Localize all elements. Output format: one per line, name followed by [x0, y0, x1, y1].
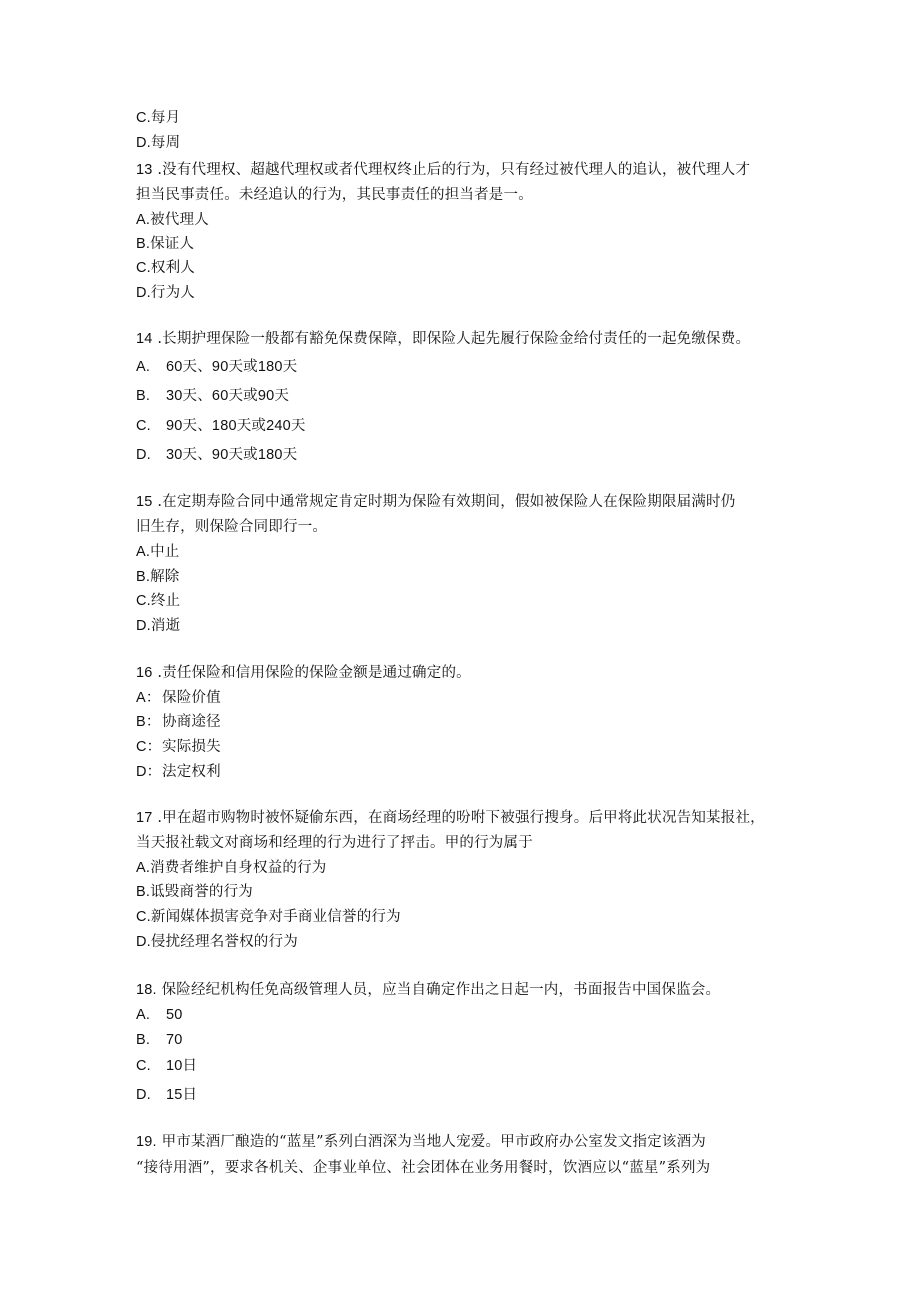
- option-letter: B.: [136, 1032, 151, 1048]
- q17-option-b: [136, 882, 253, 902]
- q15-option-a: [136, 542, 180, 562]
- option-text: 新闻媒体损害竞争对手商业信誉的行为: [150, 909, 401, 925]
- question-number: 17: [136, 810, 153, 826]
- option-text: 50: [166, 1007, 183, 1023]
- option-letter: B.: [136, 236, 151, 252]
- option-letter: C.: [136, 110, 151, 126]
- option-text: 协商途径: [162, 714, 221, 730]
- q19-stem-line2: “接待用酒”，要求各机关、企事业单位、社会团体在业务用餐时，饮酒应以“蓝星”系列为: [136, 1160, 711, 1176]
- q15-option-d: [136, 616, 180, 636]
- q14-stem-line1: [136, 329, 750, 349]
- option-letter: D.: [136, 1087, 151, 1103]
- option-letter: A.: [136, 544, 151, 560]
- option-text: 侵扰经理名誉权的行为: [150, 934, 298, 950]
- option-letter: A.: [136, 860, 151, 876]
- question-number: 19.: [136, 1134, 157, 1150]
- q15-stem-line2: 旧生存，则保险合同即行一。: [136, 519, 328, 535]
- option-text: 中止: [150, 544, 180, 560]
- option-letter: D：: [136, 764, 162, 780]
- q13-option-c: [136, 258, 195, 278]
- q14-option-a: [136, 357, 297, 377]
- option-text: 每月: [150, 110, 181, 126]
- q17-stem-line1: [136, 808, 765, 828]
- question-text: .在定期寿险合同中通常规定肯定时期为保险有效期间，假如被保险人在保险期限届满时仍: [152, 494, 736, 510]
- q14-option-d: [136, 445, 297, 465]
- option-letter: C.: [136, 593, 151, 609]
- q18-option-d: [136, 1085, 197, 1105]
- option-text: 终止: [150, 593, 181, 609]
- question-text: 甲市某酒厂酿造的“蓝星”系列白酒深为当地人宠爱。甲市政府办公室发文指定该酒为: [156, 1134, 706, 1150]
- option-text: 消逝: [150, 618, 181, 634]
- q13-option-b: [136, 234, 194, 254]
- option-letter: A.: [136, 359, 151, 375]
- option-text: 保险价值: [162, 690, 221, 706]
- option-text: 15日: [166, 1087, 198, 1103]
- option-letter: A.: [136, 212, 151, 228]
- q16-option-b: [136, 712, 221, 732]
- option-text: 解除: [150, 569, 180, 585]
- option-text: 70: [166, 1032, 183, 1048]
- q15-stem-line1: [136, 492, 735, 512]
- option-letter: C.: [136, 909, 151, 925]
- option-letter: C：: [136, 739, 162, 755]
- question-text: .没有代理权、超越代理权或者代理权终止后的行为，只有经过被代理人的追认，被代理人才: [152, 162, 751, 178]
- q18-option-c: [136, 1056, 197, 1076]
- q16-option-a: [136, 688, 221, 708]
- option-letter: B.: [136, 884, 151, 900]
- option-text: 法定权利: [162, 764, 221, 780]
- option-letter: C.: [136, 260, 151, 276]
- option-letter: B.: [136, 388, 151, 404]
- option-text: 10日: [166, 1058, 198, 1074]
- option-letter: D.: [136, 285, 151, 301]
- q13-stem-line2: 担当民事责任。未经追认的行为，其民事责任的担当者是一。: [136, 187, 533, 203]
- option-text: 每周: [150, 135, 181, 151]
- q17-option-d: [136, 932, 298, 952]
- q17-option-a: [136, 858, 327, 878]
- q19-stem-line1: [136, 1132, 706, 1152]
- option-text: 行为人: [150, 285, 196, 301]
- option-letter: C.: [136, 1058, 151, 1074]
- option-text: 30天、60天或90天: [166, 388, 290, 404]
- option-text: 60天、90天或180天: [166, 359, 298, 375]
- q15-option-b: [136, 567, 180, 587]
- option-letter: A：: [136, 690, 161, 706]
- q13-stem-line1: [136, 160, 750, 180]
- question-text: .甲在超市购物时被怀疑偷东西，在商场经理的吩咐下被强行搜身。后甲将此状况告知某报社，: [152, 810, 765, 826]
- option-text: 诋毁商誉的行为: [150, 884, 254, 900]
- option-letter: C.: [136, 418, 151, 434]
- q17-option-c: [136, 907, 401, 927]
- q17-stem-line2: 当天报社载文对商场和经理的行为进行了抨击。甲的行为属于: [136, 835, 533, 851]
- q18-stem-line1: [136, 980, 720, 1000]
- question-number: 13: [136, 162, 153, 178]
- option-letter: D.: [136, 135, 151, 151]
- question-text: .责任保险和信用保险的保险金额是通过确定的。: [152, 665, 471, 681]
- q18-option-b: [136, 1030, 183, 1050]
- option-text: 30天、90天或180天: [166, 447, 298, 463]
- question-text: .长期护理保险一般都有豁免保费保障，即保险人起先履行保险金给付责任的一起免缴保费。: [152, 331, 751, 347]
- question-number: 14: [136, 331, 153, 347]
- q14-option-b: [136, 386, 289, 406]
- q15-option-c: [136, 591, 180, 611]
- q16-option-d: [136, 762, 221, 782]
- question-text: 保险经纪机构任免高级管理人员，应当自确定作出之日起一内，书面报告中国保监会。: [156, 982, 721, 998]
- option-text: 被代理人: [150, 212, 209, 228]
- q13-option-d: [136, 283, 195, 303]
- option-text: 实际损失: [162, 739, 221, 755]
- question-number: 16: [136, 665, 153, 681]
- option-letter: B.: [136, 569, 151, 585]
- q18-option-a: [136, 1005, 183, 1025]
- q16-stem-line1: [136, 663, 471, 683]
- option-text: 保证人: [150, 236, 195, 252]
- option-letter: D.: [136, 934, 151, 950]
- question-number: 18.: [136, 982, 157, 998]
- q12-option-d: [136, 133, 180, 153]
- q14-option-c: [136, 416, 306, 436]
- q13-option-a: [136, 210, 209, 230]
- question-number: 15: [136, 494, 153, 510]
- q16-option-c: [136, 737, 221, 757]
- option-text: 消费者维护自身权益的行为: [150, 860, 327, 876]
- option-letter: D.: [136, 447, 151, 463]
- q12-option-c: [136, 108, 180, 128]
- option-letter: D.: [136, 618, 151, 634]
- option-letter: A.: [136, 1007, 151, 1023]
- option-letter: B：: [136, 714, 161, 730]
- option-text: 90天、180天或240天: [166, 418, 306, 434]
- option-text: 权利人: [150, 260, 196, 276]
